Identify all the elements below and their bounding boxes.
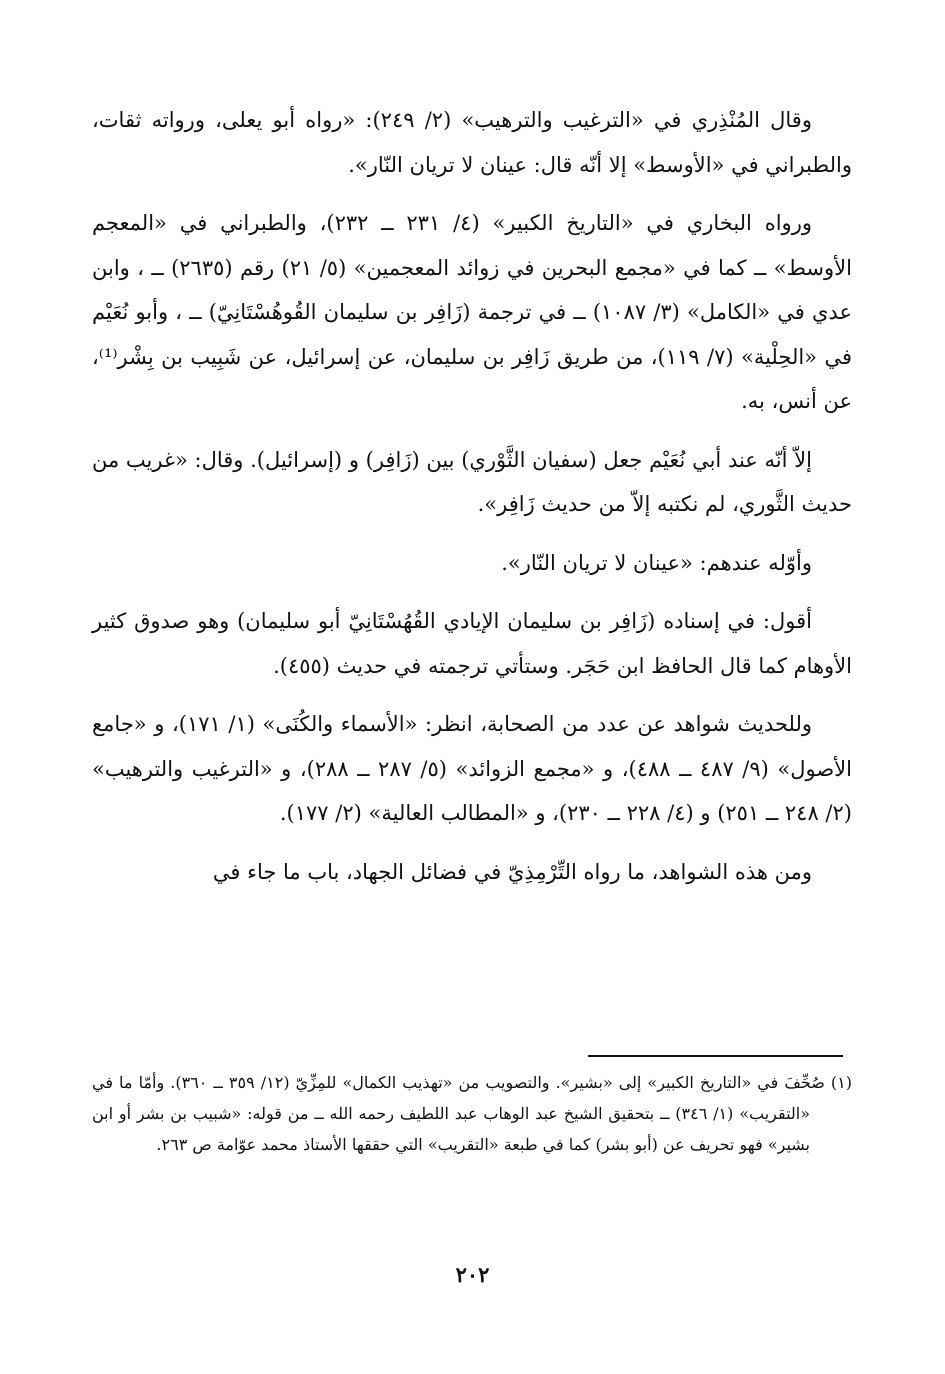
main-text bbox=[92, 98, 852, 908]
paragraph-aqul: أقول: في إسناده (زَافِر بن سليمان الإيادي القُهُسْتَانِيّ أبو سليمان) وهو صدوق كثير الأوهام كما قال الحافظ ابن حَجَر. وستأتي ترجمته في حديث (٤٥٥). bbox=[92, 609, 852, 678]
footnote-1: (١) صُحِّفَ في «التاريخ الكبير» إلى «بشير». والتصويب من «تهذيب الكمال» للمِزِّيّ (١٢/ ٣٥٩ ــ ٣٦٠). وأمّا ما في «التقريب» (١/ ٣٤٦) ــ بتحقيق الشيخ عبد الوهاب عبد اللطيف رحمه الله ــ من قوله: «شبيب بن بشر أو ابن بشير» فهو تحريف عن (أبو بشر) كما في طبعة «التقريب» التي حققها الأستاذ محمد عوّامة ص ٢٦٣. bbox=[92, 1073, 852, 1154]
paragraph-tirmidhi: ومن هذه الشواهد، ما رواه التِّرْمِذِيّ في فضائل الجهاد، باب ما جاء في bbox=[212, 859, 812, 884]
paragraph-wording: وأوّله عندهم: «عينان لا تريان النّار». bbox=[501, 550, 812, 575]
paragraph-bukhari-takhrij: ورواه البخاري في «التاريخ الكبير» (٤/ ٢٣١ ــ ٢٣٢)، والطبراني في «المعجم الأوسط» ــ كما في «مجمع البحرين في زوائد المعجمين» (٥/ ٢١) رقم (٢٦٣٥) ــ ، وابن عدي في «الكامل» (٣/ ١٠٨٧) ــ في ترجمة (زَافِر بن سليمان القُوهُسْتَانِيّ) ــ ، وأبو نُعَيْم في «الحِلْية» (٧/ ١١٩)، من طريق زَافِر بن سليمان، عن إسرائيل، عن شَبِيب بن بِشْر⁽¹⁾، عن أنس، به. bbox=[92, 211, 852, 413]
footnote-separator bbox=[588, 1055, 843, 1057]
footnotes bbox=[92, 1067, 852, 1160]
paragraph-shawahid: وللحديث شواهد عن عدد من الصحابة، انظر: «الأسماء والكُنَى» (١/ ١٧١)، و «جامع الأصول» (٩/ ٤٨٧ ــ ٤٨٨)، و «مجمع الزوائد» (٥/ ٢٨٧ ــ ٢٨٨)، و «الترغيب والترهيب» (٢/ ٢٤٨ ــ ٢٥١) و (٤/ ٢٢٨ ــ ٢٣٠)، و «المطالب العالية» (٢/ ١٧٧). bbox=[92, 712, 852, 825]
paragraph-abu-nuaym: إلاّ أنّه عند أبي نُعَيْم جعل (سفيان الثَّوْري) بين (زَافِر) و (إسرائيل). وقال: «غريب من حديث الثَّوري، لم نكتبه إلاّ من حديث زَافِر». bbox=[92, 447, 852, 516]
page-number: ٢٠٢ bbox=[455, 1262, 490, 1287]
paragraph-mundhiri: وقال المُنْذِري في «الترغيب والترهيب» (٢/ ٢٤٩): «رواه أبو يعلى، ورواته ثقات، والطبراني في «الأوسط» إلا أنّه قال: عينان لا تريان النّار». bbox=[92, 108, 852, 177]
